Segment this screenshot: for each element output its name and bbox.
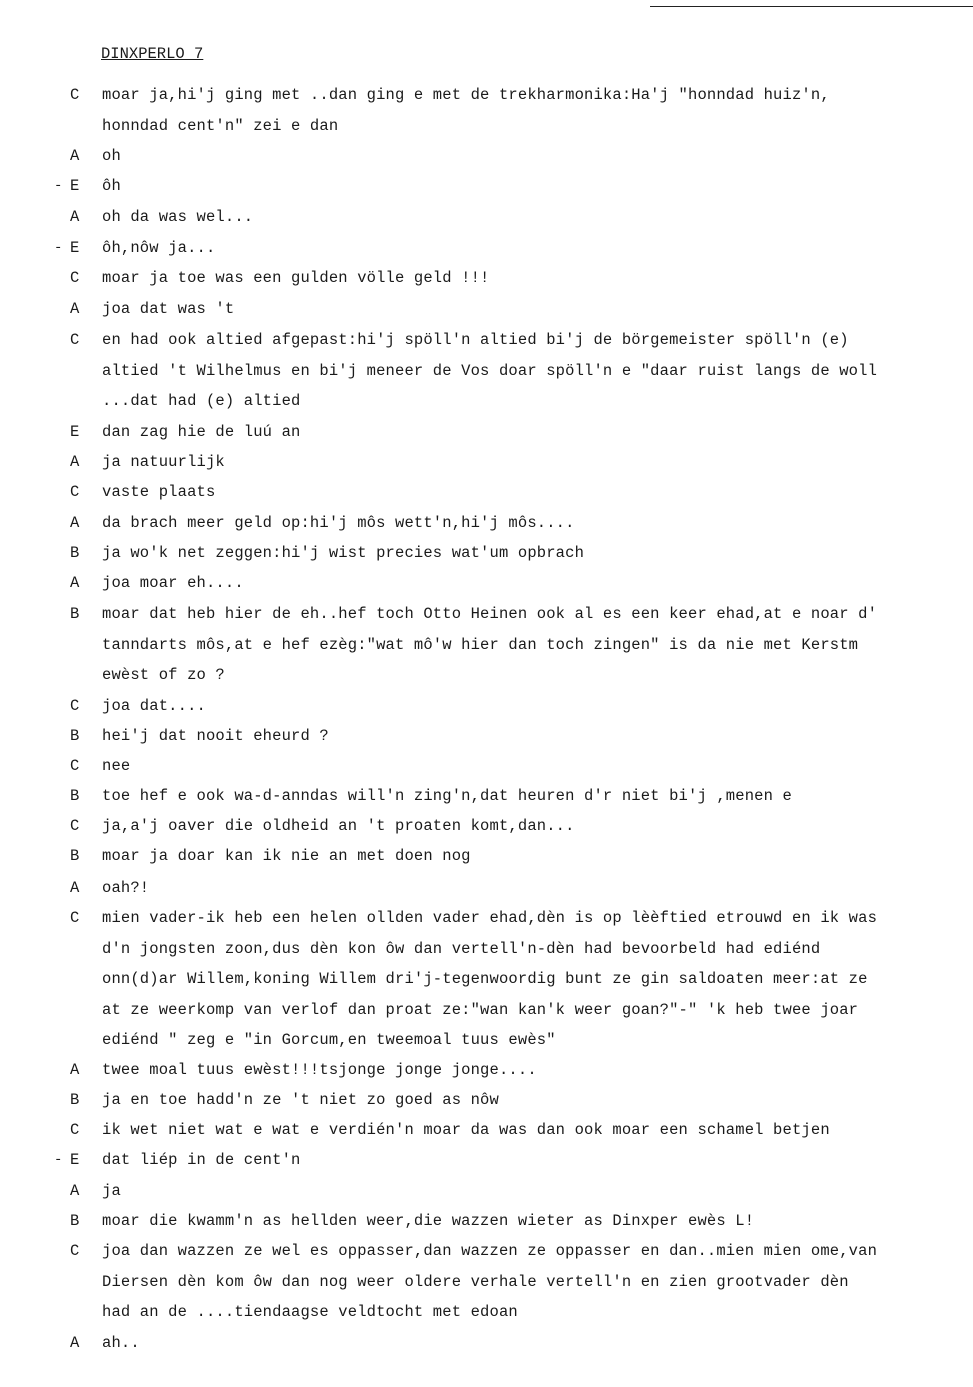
turn-text: moar die kwamm'n as hellden weer,die wazzen wieter as Dinxper ewès L! bbox=[102, 1212, 755, 1230]
turn-text: toe hef e ook wa-d-anndas will'n zing'n,dat heuren d'r niet bi'j ,menen e bbox=[102, 787, 792, 805]
turn-text: ja bbox=[102, 1182, 121, 1200]
speaker-label: C bbox=[70, 86, 80, 104]
turn-text: oh bbox=[102, 147, 121, 165]
speaker-label: A bbox=[70, 1182, 80, 1200]
turn-text: dat liép in de cent'n bbox=[102, 1151, 301, 1169]
turn-text: vaste plaats bbox=[102, 483, 216, 501]
turn-text: oh da was wel... bbox=[102, 208, 254, 226]
speaker-label: C bbox=[70, 697, 80, 715]
turn-text: ja natuurlijk bbox=[102, 453, 225, 471]
speaker-label: C bbox=[70, 1242, 80, 1260]
turn-text: nee bbox=[102, 757, 131, 775]
turn-text: mien vader-ik heb een helen ollden vader ehad,dèn is op lèèftied etrouwd en ik was d'n jongsten zoon,dus dèn kon ôw dan vertell'n-dèn had bevoorbeld had ediénd onn(d)ar Willem,koning Willem dri'j-tegenwoordig bunt ze gin saldoaten meer:at ze at ze weerkomp van verlof dan proat ze:"wan kan'k weer goan?"-" 'k heb twee joar ediénd " zeg e "in Gorcum,en tweemoal tuus ewès" bbox=[102, 909, 878, 1049]
speaker-label: A bbox=[70, 453, 80, 471]
speaker-label: B bbox=[70, 605, 80, 623]
turn-text: ja,a'j oaver die oldheid an 't proaten komt,dan... bbox=[102, 817, 575, 835]
speaker-label: B bbox=[70, 787, 80, 805]
speaker-label: C bbox=[70, 483, 80, 501]
turn-text: hei'j dat nooit eheurd ? bbox=[102, 727, 329, 745]
speaker-label: A bbox=[70, 300, 80, 318]
speaker-label: A bbox=[70, 147, 80, 165]
turn-text: moar ja doar kan ik nie an met doen nog bbox=[102, 847, 471, 865]
speaker-label: E bbox=[70, 239, 80, 257]
turn-text: ôh,nôw ja... bbox=[102, 239, 216, 257]
turn-text: joa dan wazzen ze wel es oppasser,dan wazzen ze oppasser en dan..mien mien ome,van Diersen dèn kom ôw dan nog weer oldere verhale vertell'n en zien grootvader dèn had an de ....tiendaagse veldtocht met edoan bbox=[102, 1242, 878, 1321]
speaker-label: C bbox=[70, 817, 80, 835]
speaker-label: B bbox=[70, 847, 80, 865]
turn-text: ja en toe hadd'n ze 't niet zo goed as nôw bbox=[102, 1091, 499, 1109]
speaker-label: A bbox=[70, 208, 80, 226]
speaker-label: A bbox=[70, 879, 80, 897]
turn-text: moar ja,hi'j ging met ..dan ging e met de trekharmonika:Ha'j "honndad huiz'n, honndad cent'n" zei e dan bbox=[102, 86, 830, 135]
speaker-label: C bbox=[70, 757, 80, 775]
speaker-label: C bbox=[70, 1121, 80, 1139]
speaker-label: B bbox=[70, 1091, 80, 1109]
speaker-label: C bbox=[70, 269, 80, 287]
turn-text: ik wet niet wat e wat e verdién'n moar da was dan ook moar een schamel betjen bbox=[102, 1121, 830, 1139]
turn-text: en had ook altied afgepast:hi'j spöll'n altied bi'j de börgemeister spöll'n (e) altied 't Wilhelmus en bi'j meneer de Vos doar spöll'n e "daar ruist langs de woll ...dat had (e) altied bbox=[102, 331, 878, 410]
speaker-label: E bbox=[70, 423, 80, 441]
turn-text: ah.. bbox=[102, 1334, 140, 1352]
turn-text: dan zag hie de luú an bbox=[102, 423, 301, 441]
turn-text: ja wo'k net zeggen:hi'j wist precies wat'um opbrach bbox=[102, 544, 585, 562]
speaker-label: E bbox=[70, 177, 80, 195]
speaker-label: B bbox=[70, 544, 80, 562]
turn-text: oah?! bbox=[102, 879, 150, 897]
page-title: DINXPERLO 7 bbox=[101, 45, 204, 63]
margin-mark: - bbox=[54, 240, 63, 256]
speaker-label: B bbox=[70, 727, 80, 745]
turn-text: joa dat.... bbox=[102, 697, 206, 715]
turn-text: joa moar eh.... bbox=[102, 574, 244, 592]
margin-mark: - bbox=[54, 1152, 63, 1168]
turn-text: twee moal tuus ewèst!!!tsjonge jonge jonge.... bbox=[102, 1061, 537, 1079]
turn-text: moar ja toe was een gulden völle geld !!! bbox=[102, 269, 490, 287]
speaker-label: A bbox=[70, 514, 80, 532]
speaker-label: C bbox=[70, 909, 80, 927]
speaker-label: B bbox=[70, 1212, 80, 1230]
turn-text: joa dat was 't bbox=[102, 300, 235, 318]
turn-text: moar dat heb hier de eh..hef toch Otto Heinen ook al es een keer ehad,at e noar d' tanndarts môs,at e hef ezèg:"wat mô'w hier dan toch zingen" is da nie met Kerstm ewèst of zo ? bbox=[102, 605, 878, 684]
speaker-label: E bbox=[70, 1151, 80, 1169]
margin-mark: - bbox=[54, 178, 63, 194]
speaker-label: A bbox=[70, 1061, 80, 1079]
turn-text: da brach meer geld op:hi'j môs wett'n,hi'j môs.... bbox=[102, 514, 575, 532]
speaker-label: A bbox=[70, 1334, 80, 1352]
speaker-label: A bbox=[70, 574, 80, 592]
turn-text: ôh bbox=[102, 177, 121, 195]
speaker-label: C bbox=[70, 331, 80, 349]
